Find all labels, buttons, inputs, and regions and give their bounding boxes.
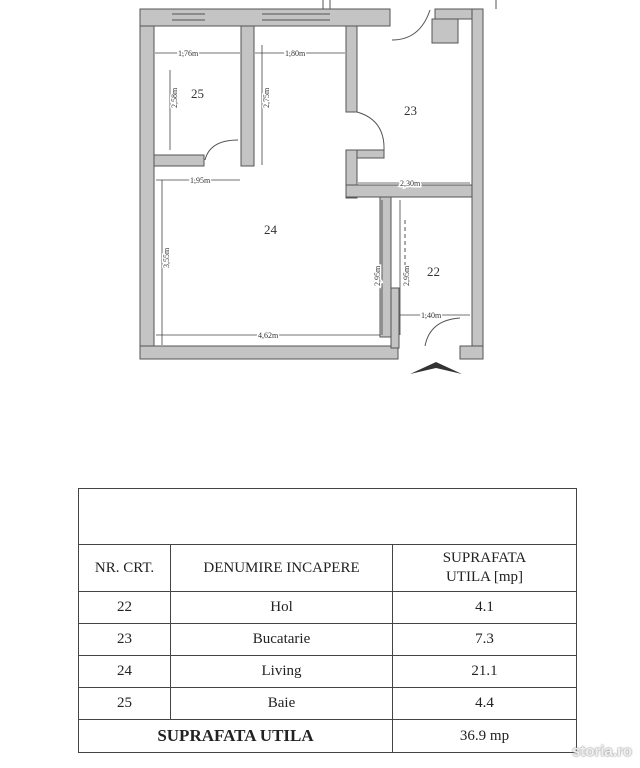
wall-bottom — [140, 346, 398, 359]
table-row — [79, 592, 577, 624]
header-nr: NR. CRT. — [79, 545, 171, 592]
dim-living-right-height: 2,95m — [373, 265, 382, 286]
table-header-row — [79, 545, 577, 592]
table-row — [79, 688, 577, 720]
total-value: 36.9 mp — [393, 720, 577, 753]
table-row — [79, 624, 577, 656]
room-number-24: 24 — [264, 222, 277, 237]
row-room-name: Hol — [171, 592, 393, 624]
dim-hall-height: 2,95m — [402, 265, 411, 286]
header-area-line2: UTILA [mp] — [445, 569, 524, 585]
total-row — [79, 720, 577, 753]
header-area-line1: SUPRAFATA — [442, 550, 527, 566]
header-room-name: DENUMIRE INCAPERE — [171, 545, 393, 592]
wall-bath-bottom — [154, 155, 204, 166]
wall-left — [140, 9, 154, 359]
door-kitchen — [357, 112, 384, 150]
room-number-23: 23 — [404, 103, 417, 118]
wall-top-nib — [432, 19, 458, 43]
dim-living-height: 3,55m — [162, 247, 171, 268]
table-title-row — [79, 489, 577, 545]
dim-bath-width: 1,76m — [178, 49, 199, 58]
wall-bath-right — [241, 26, 254, 166]
row-nr: 22 — [79, 592, 171, 624]
row-room-name: Living — [171, 656, 393, 688]
entrance-arrow — [410, 362, 462, 374]
dim-living-top-width: 1,80m — [285, 49, 306, 58]
dim-living-width: 4,62m — [258, 331, 279, 340]
row-nr: 23 — [79, 624, 171, 656]
row-nr: 25 — [79, 688, 171, 720]
wall-right — [472, 9, 483, 359]
dim-hall-width: 1,40m — [421, 311, 442, 320]
wall-top-left — [140, 9, 390, 26]
door-hall — [425, 318, 460, 346]
row-area: 7.3 — [393, 624, 577, 656]
row-nr: 24 — [79, 656, 171, 688]
total-label: SUPRAFATA UTILA — [79, 720, 393, 753]
row-room-name: Bucatarie — [171, 624, 393, 656]
row-area: 4.1 — [393, 592, 577, 624]
row-area: 21.1 — [393, 656, 577, 688]
door-bath — [205, 140, 238, 160]
wall-bottom-right — [460, 346, 483, 359]
header-area — [393, 545, 577, 592]
dim-living-top-height: 2,75m — [262, 87, 271, 108]
door-entry — [392, 10, 430, 40]
dim-kitchen-width: 2,30m — [400, 179, 421, 188]
dim-bath-height: 2,58m — [170, 87, 179, 108]
dim-living-upper-width: 1,95m — [190, 176, 211, 185]
wall-hall-door — [391, 288, 399, 348]
area-table — [78, 488, 577, 753]
wall-kitchen-left — [346, 26, 357, 112]
table-row — [79, 656, 577, 688]
row-area: 4.4 — [393, 688, 577, 720]
room-number-25: 25 — [191, 86, 204, 101]
watermark-logo: storia.ro — [571, 743, 632, 760]
room-number-22: 22 — [427, 264, 440, 279]
row-room-name: Baie — [171, 688, 393, 720]
